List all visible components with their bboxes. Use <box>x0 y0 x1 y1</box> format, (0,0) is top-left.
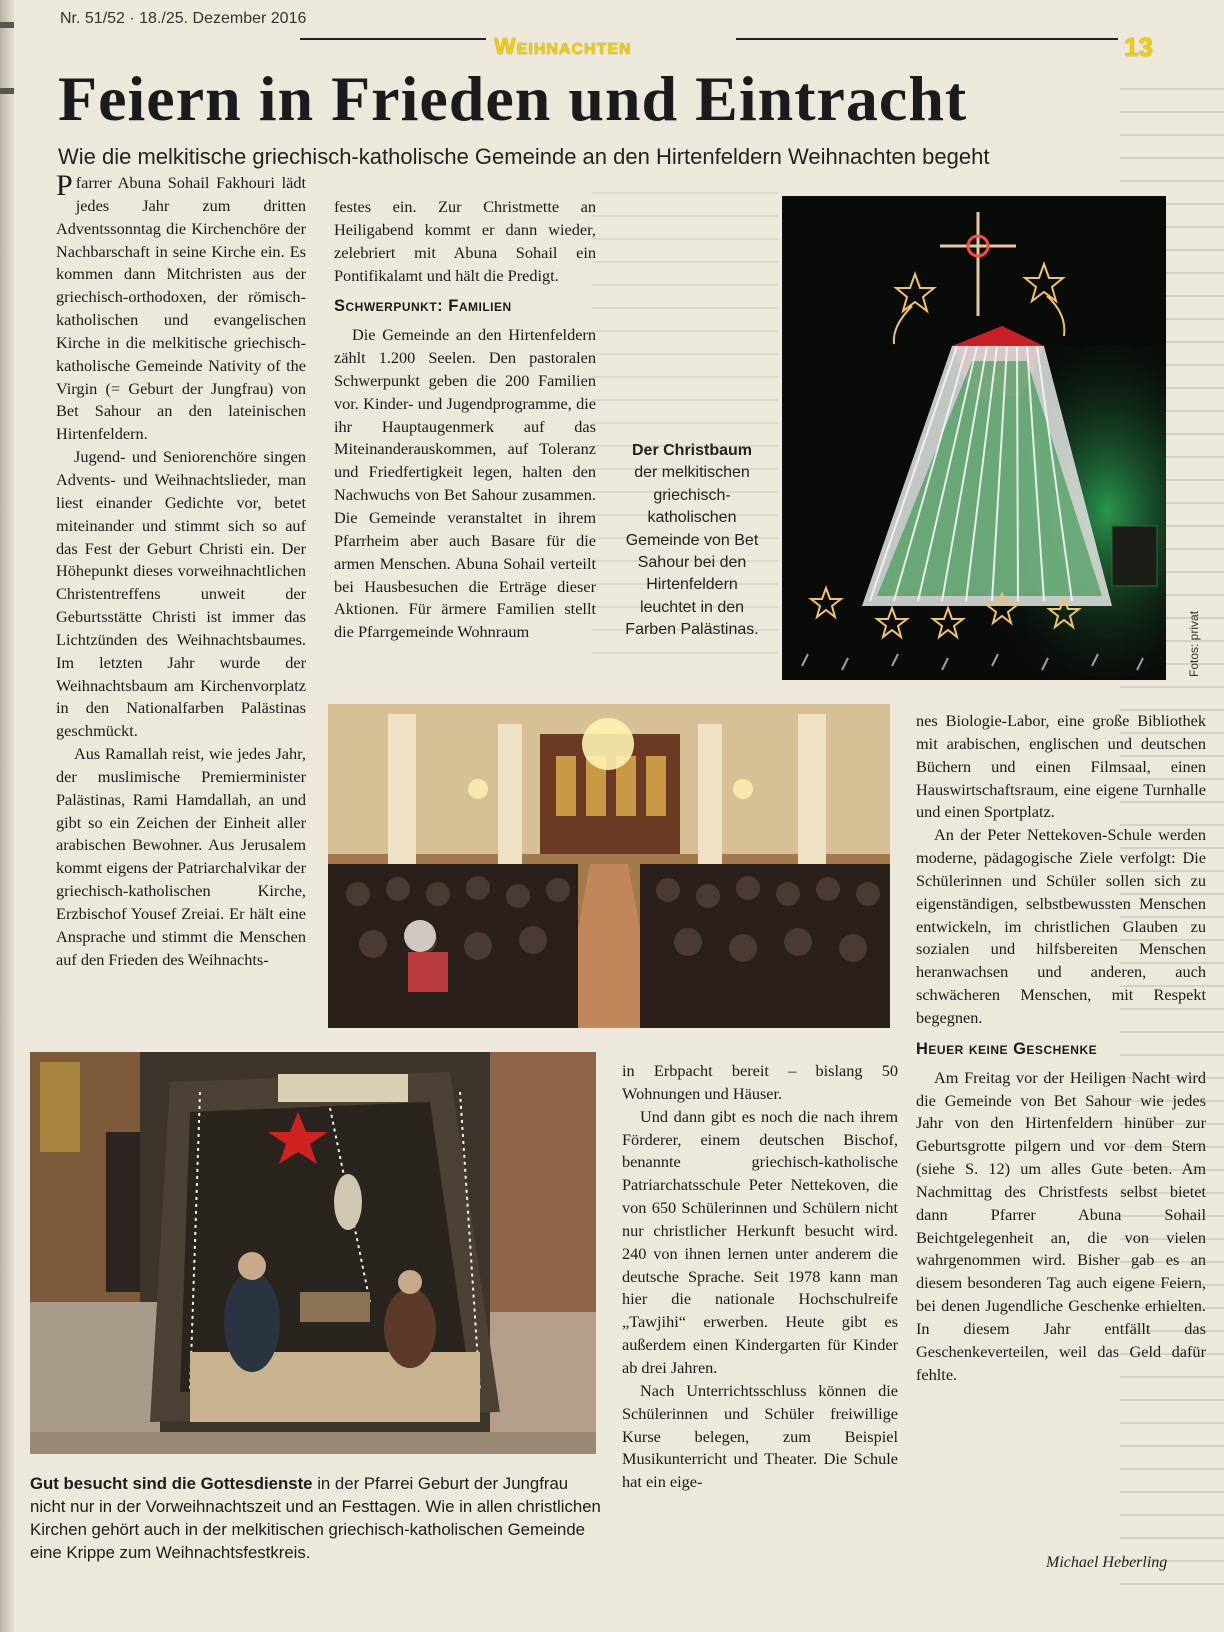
paragraph: An der Peter Nettekoven-Schule werden moderne, pädagogische Ziele verfolgt: Die Schülerinnen und Schüler sollen sich zu eigenständigen, selbstbewussten Menschen entwickeln, im christlichen Glauben zu sozialen und hilfsbereiten Menschen heranwachsen und anderen, auch schwächeren Menschen, mit Respekt begegnen. <box>916 825 1206 1027</box>
paragraph: in Erbpacht bereit – bislang 50 Wohnungen und Häuser. <box>622 1061 898 1103</box>
header-rule-right <box>736 38 1118 40</box>
spine-mark <box>0 88 14 94</box>
nativity-crib-photo <box>30 1052 596 1454</box>
paragraph: Und dann gibt es noch die nach ihrem Förderer, einem deutschen Bischof, benannte griechisch-katholische Patriarchatsschule Peter Nettekoven, die von 650 Schülerinnen und Schülern nicht nur christlicher Herkunft besucht wird. 240 von ihnen lernen unter anderem die deutsche Sprache. Seit 1978 kann man hier die nationale Hochschulreife „Tawjihi“ erwerben. Heute gibt es außerdem einen Kindergarten für Kinder ab drei Jahren. <box>622 1106 898 1377</box>
column-2-top <box>334 196 596 644</box>
drop-cap: P <box>56 169 73 202</box>
church-interior-photo <box>328 704 890 1028</box>
subheadline: Wie die melkitische griechisch-katholische Gemeinde an den Hirtenfeldern Weihnachten begeht <box>58 144 990 169</box>
christmas-tree-photo <box>782 196 1166 680</box>
headline: Feiern in Frieden und Eintracht <box>58 63 968 134</box>
nativity-crib-illustration <box>30 1052 596 1454</box>
paragraph: Nach Unterrichtsschluss können die Schülerinnen und Schüler freiwillige Kurse belegen, zum Beispiel Musikunterricht und Theater. Die Schule hat ein eige- <box>622 1380 898 1492</box>
column-2-bottom <box>622 1060 898 1494</box>
paragraph: Die Gemeinde an den Hirtenfeldern zählt 1.200 Seelen. Den pastoralen Schwerpunkt geben die 200 Familien vor. Kinder- und Jugendprogramme, die ihr Hauptaugenmerk auf das Miteinanderauskommen, auf Toleranz und Friedfertigkeit legen, halten den Nachwuchs von Bet Sahour zusammen. Die Gemeinde veranstaltet in ihrem Pfarrheim aber auch Basare für die armen Menschen. Abuna Sohail verteilt bei Hausbesuchen die Erträge dieser Aktionen. Für ärmere Familien stellt die Pfarrgemeinde Wohnraum <box>334 325 596 642</box>
tree-caption: Der Christbaum der melkitischen griechisch-katholischen Gemeinde von Bet Sahour bei den Hirtenfeldern leuchtet in den Farben Palästinas. <box>625 442 759 639</box>
spine-mark <box>0 22 14 28</box>
paragraph: Pfarrer Abuna Sohail Fakhouri lädt jedes Jahr zum dritten Adventssonntag die Kirchenchöre der Nachbarschaft in seine Kirche ein. Es kommen dann Mitchristen aus der griechisch-orthodoxen, der römisch-katholischen und evangelischen Kirche in die melkitische griechisch-katholische Gemeinde Nativity of the Virgin (= Geburt der Jungfrau) von Bet Sahour an den lateinischen Hirtenfeldern. <box>56 169 306 444</box>
crib-caption: Gut besucht sind die Gottesdienste in der Pfarrei Geburt der Jungfrau nicht nur in der Vorweihnachtszeit und an Festtagen. Wie in allen christlichen Kirchen gehört auch in der melkitischen griechisch-katholischen Gemeinde eine Krippe zum Weihnachtsfestkreis. <box>30 1474 601 1562</box>
paragraph: Am Freitag vor der Heiligen Nacht wird die Gemeinde von Bet Sahour wie jedes Jahr von den Hirtenfeldern hinüber zur Geburtsgrotte pilgern und vor dem Stern (siehe S. 12) um alles Gute beten. Am Nachmittag des Christfests selbst bietet dann Pfarrer Abuna Sohail Beichtgelegenheit an, die von vielen wahrgenommen wird. Bisher gab es an diesem besonderen Tag auch eigene Feiern, bei denen Jugendliche Geschenke erhielten. In diesem Jahr entfällt das Geschenkeverteilen, weil das Geld dafür fehlte. <box>916 1067 1206 1384</box>
paragraph: nes Biologie-Labor, eine große Bibliothek mit arabischen, englischen und deutschen Büchern und einen Filmsaal, einen Hauswirtschaftsraum, eine eigene Turnhalle und einen Sportplatz. <box>916 711 1206 822</box>
paragraph: festes ein. Zur Christmette an Heiligabend kommt er dann wieder, zelebriert mit Abuna Sohail ein Pontifikalamt und hält die Predigt. <box>334 197 596 285</box>
header-rule-left <box>300 38 486 40</box>
column-1 <box>56 169 306 972</box>
page-spine <box>0 0 14 1632</box>
page-number: 13 <box>1124 32 1153 62</box>
church-interior-illustration <box>328 704 890 1028</box>
section-label: Weihnachten <box>494 33 632 59</box>
paragraph: Jugend- und Seniorenchöre singen Advents- und Weihnachtslieder, man liest einander Gedichte vor, betet miteinander und stimmt sich so auf das Fest der Geburt Christi ein. Der Höhepunkt dieses vorweihnachtlichen Christentreffens unweit der Geburtsstätte Christi ist immer das Lichtzünden des Weihnachtsbaumes. Im letzten Jahr wurde der Weihnachtsbaum am Kirchenvorplatz in den Nationalfarben Palästinas geschmückt. <box>56 447 306 741</box>
column-3 <box>916 710 1206 1386</box>
paragraph: Aus Ramallah reist, wie jedes Jahr, der muslimische Premierminister Palästinas, Rami Hamdallah, an und gibt so ein Zeichen der Einheit aller arabischen Bewohner. Aus Jerusalem kommt eigens der Patriarchalvikar der griechisch-katholischen Kirche, Erzbischof Yousef Zreiai. Er hält eine Ansprache und stimmt die Menschen auf den Frieden des Weihnachts- <box>56 744 306 969</box>
christmas-tree-illustration <box>782 196 1166 680</box>
subheading-no-gifts: Heuer keine Geschenke <box>916 1039 1098 1058</box>
author-byline: Michael Heberling <box>1046 1554 1168 1571</box>
issue-date: Nr. 51/52 · 18./25. Dezember 2016 <box>60 10 307 27</box>
photo-credit: Fotos: privat <box>1187 610 1201 677</box>
subheading-families: Schwerpunkt: Familien <box>334 297 512 316</box>
